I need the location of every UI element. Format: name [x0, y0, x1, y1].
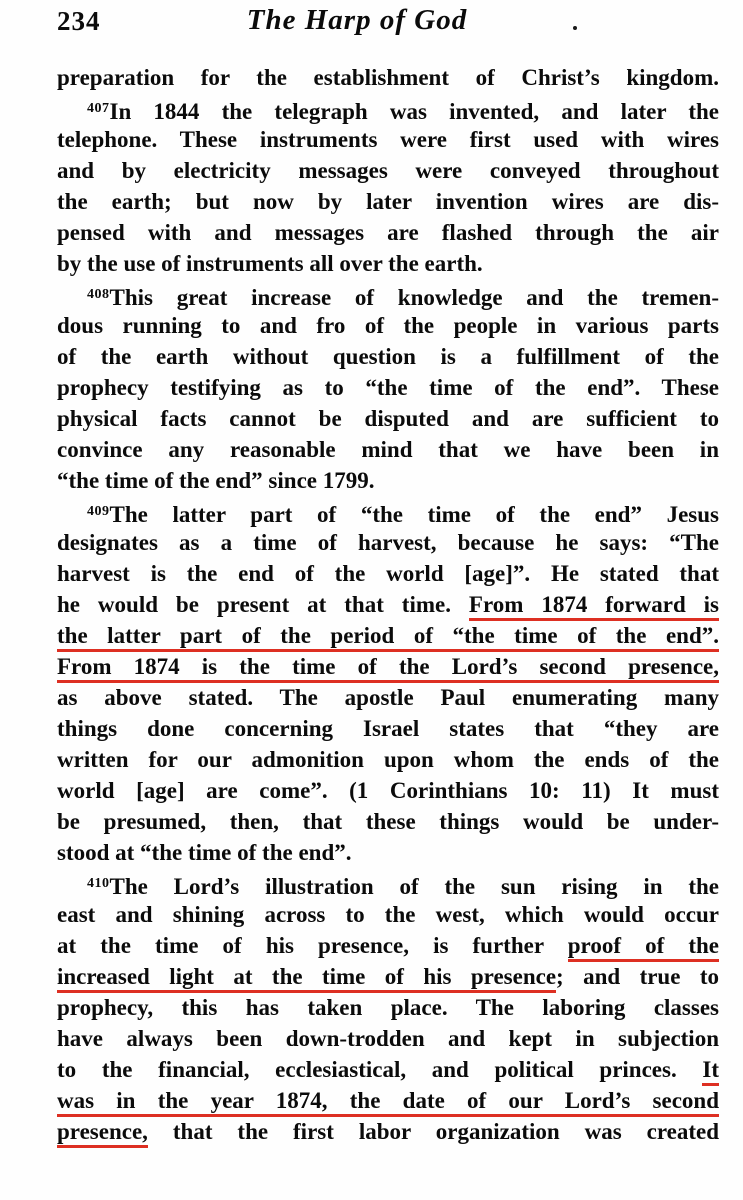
text-segment: This great increase of knowledge and the tremen-	[109, 285, 719, 310]
page-number: 234	[57, 6, 101, 36]
text-segment: at the time of his presence, is further	[57, 933, 568, 958]
text-line	[57, 310, 719, 341]
ink-speck	[573, 26, 577, 30]
text-segment: The Lord’s illustration of the sun rising in the	[109, 874, 719, 899]
text-line	[57, 1054, 719, 1085]
text-line	[57, 868, 719, 899]
underlined-text: presence,	[57, 1119, 148, 1148]
text-segment: pensed with and messages are flashed through the air	[57, 220, 719, 245]
underlined-text: the latter part of the period of “the time of the end”.	[57, 623, 719, 652]
text-line	[57, 527, 719, 558]
text-line	[57, 620, 719, 651]
text-line	[57, 992, 719, 1023]
text-segment: that the first labor organization was created	[147, 1119, 719, 1144]
text-line	[57, 961, 719, 992]
text-line	[57, 558, 719, 589]
paragraph-number: 410	[87, 876, 110, 891]
text-line	[57, 403, 719, 434]
paragraph-number: 408	[87, 287, 110, 302]
paragraph-number: 409	[87, 504, 110, 519]
text-line	[57, 930, 719, 961]
text-line	[57, 1116, 719, 1147]
text-segment: written for our admonition upon whom the ends of the	[57, 747, 719, 772]
underlined-text: proof of the	[568, 933, 719, 962]
text-segment: of the earth without question is a fulfillment of the	[57, 344, 719, 369]
text-segment: and by electricity messages were conveyed throughout	[57, 158, 719, 183]
text-line	[57, 434, 719, 465]
text-segment: be presumed, then, that these things would be under-	[57, 809, 719, 834]
text-segment: In 1844 the telegraph was invented, and later the	[109, 99, 719, 124]
text-segment: convince any reasonable mind that we have been in	[57, 437, 719, 462]
text-line	[57, 837, 719, 868]
text-segment: world [age] are come”. (1 Corinthians 10: 11) It must	[57, 778, 719, 803]
text-line	[57, 372, 719, 403]
text-segment: ; and true to	[556, 964, 719, 989]
text-segment: by the use of instruments all over the earth.	[57, 251, 483, 276]
underlined-text: was in the year 1874, the date of our Lord’s second	[57, 1088, 719, 1117]
text-line	[57, 279, 719, 310]
page-title: The Harp of God	[246, 4, 468, 36]
text-segment: the earth; but now by later invention wires are dis-	[57, 189, 719, 214]
text-line	[57, 248, 719, 279]
text-segment: telephone. These instruments were first used with wires	[57, 127, 719, 152]
text-line	[57, 496, 719, 527]
text-line	[57, 806, 719, 837]
text-segment: prophecy, this has taken place. The laboring classes	[57, 995, 719, 1020]
text-line	[57, 589, 719, 620]
text-line	[57, 899, 719, 930]
text-line	[57, 1085, 719, 1116]
text-line	[57, 682, 719, 713]
text-segment: “the time of the end” since 1799.	[57, 468, 375, 493]
text-line	[57, 651, 719, 682]
paragraph-number: 407	[87, 101, 110, 116]
text-line	[57, 217, 719, 248]
text-line	[57, 775, 719, 806]
text-segment: as above stated. The apostle Paul enumerating many	[57, 685, 719, 710]
text-segment: physical facts cannot be disputed and are sufficient to	[57, 406, 719, 431]
text-segment: The latter part of “the time of the end” Jesus	[109, 502, 719, 527]
text-line	[57, 744, 719, 775]
underlined-text: From 1874 is the time of the Lord’s second presence,	[57, 654, 719, 683]
text-line	[57, 93, 719, 124]
text-segment: prophecy testifying as to “the time of the end”. These	[57, 375, 719, 400]
text-segment: stood at “the time of the end”.	[57, 840, 352, 865]
text-segment: to the financial, ecclesiastical, and political princes.	[57, 1057, 703, 1082]
underlined-text: increased light at the time of his presence	[57, 964, 556, 993]
text-segment: east and shining across to the west, which would occur	[57, 902, 719, 927]
text-line	[57, 124, 719, 155]
text-line	[57, 1023, 719, 1054]
text-line	[57, 186, 719, 217]
page-body	[57, 62, 719, 1147]
text-segment: designates as a time of harvest, because he says: “The	[57, 530, 719, 555]
text-segment: preparation for the establishment of Christ’s kingdom.	[57, 65, 719, 90]
underlined-text: It	[702, 1057, 719, 1086]
text-segment: harvest is the end of the world [age]”. He stated that	[57, 561, 719, 586]
text-segment: he would be present at that time.	[57, 592, 469, 617]
text-segment: things done concerning Israel states that “they are	[57, 716, 719, 741]
text-segment: have always been down-trodden and kept in subjection	[57, 1026, 719, 1051]
text-line	[57, 465, 719, 496]
text-line	[57, 155, 719, 186]
page-header	[57, 4, 717, 46]
text-line	[57, 62, 719, 93]
text-line	[57, 341, 719, 372]
underlined-text: From 1874 forward is	[469, 592, 719, 621]
text-line	[57, 713, 719, 744]
text-segment: dous running to and fro of the people in various parts	[57, 313, 719, 338]
